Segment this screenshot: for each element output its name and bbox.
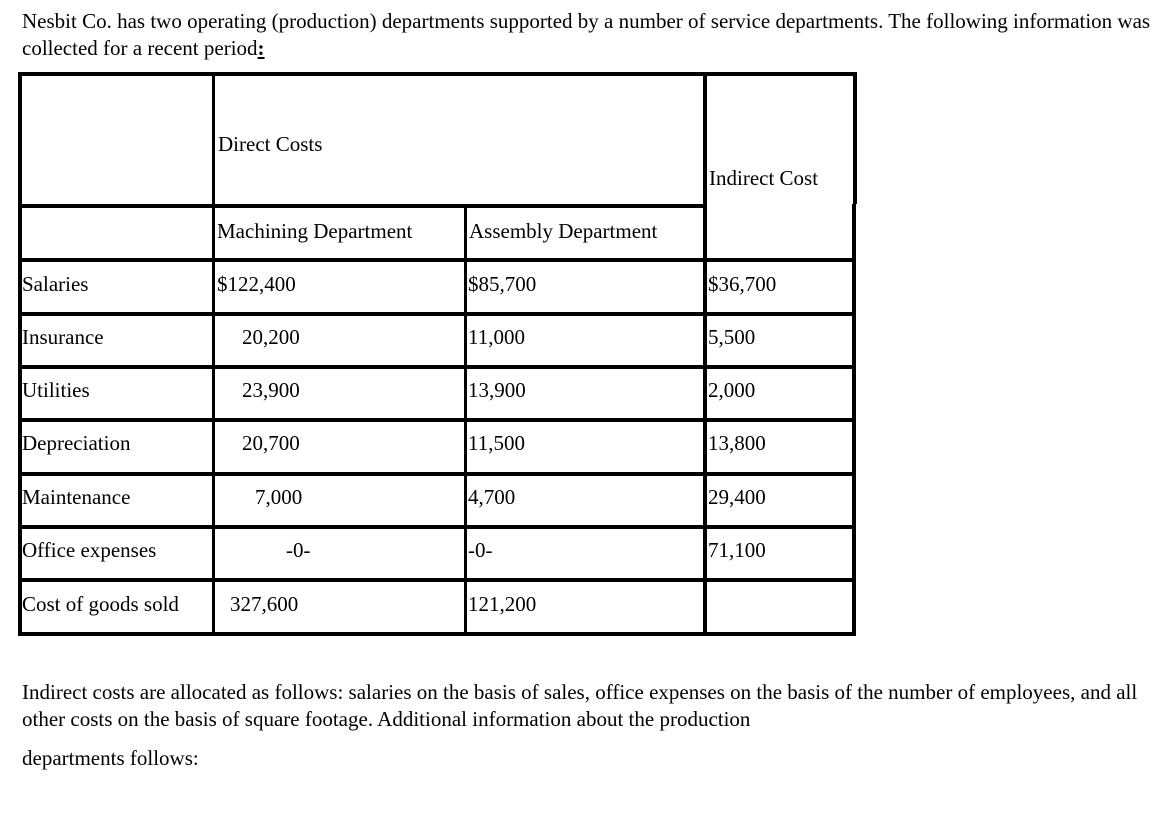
table-border-right [853, 72, 857, 204]
machining-office-expenses: -0- [286, 538, 311, 562]
allocation-text: Indirect costs are allocated as follows: salaries on the basis of sales, office expenses on the basis of the number of employees, and all other costs on the basis of square footage. Additional information about the production [22, 680, 1138, 731]
header-direct-costs: Direct Costs [218, 132, 323, 156]
table-divider-label [212, 72, 215, 636]
machining-insurance: 20,200 [242, 325, 300, 349]
cost-table [18, 72, 858, 636]
table-border-bottom [18, 632, 856, 636]
machining-cost-of-goods-sold: 327,600 [230, 592, 299, 616]
table-rule-subheader [18, 258, 856, 262]
row-label-utilities: Utilities [22, 378, 90, 402]
allocation-paragraph [22, 679, 1152, 772]
intro-colon: : [257, 36, 265, 60]
header-machining-department: Machining Department [217, 219, 413, 243]
assembly-cost-of-goods-sold: 121,200 [468, 592, 537, 616]
indirect-maintenance: 29,400 [708, 485, 766, 509]
table-rule-row5 [18, 525, 856, 529]
assembly-office-expenses: -0- [468, 538, 493, 562]
indirect-salaries: $36,700 [708, 272, 777, 296]
table-rule-header [18, 204, 707, 208]
assembly-utilities: 13,900 [468, 378, 526, 402]
assembly-salaries: $85,700 [468, 272, 537, 296]
indirect-insurance: 5,500 [708, 325, 756, 349]
machining-maintenance: 7,000 [255, 485, 303, 509]
intro-text: Nesbit Co. has two operating (production) departments supported by a number of service departments. The following information was collected for a recent period [22, 9, 1151, 60]
row-label-office-expenses: Office expenses [22, 538, 157, 562]
allocation-last-line: departments follows: [22, 746, 199, 770]
row-label-salaries: Salaries [22, 272, 89, 296]
indirect-depreciation: 13,800 [708, 431, 766, 455]
machining-depreciation: 20,700 [242, 431, 300, 455]
assembly-maintenance: 4,700 [468, 485, 516, 509]
table-rule-row3 [18, 418, 856, 422]
table-rule-row4 [18, 472, 856, 476]
row-label-cost-of-goods-sold: Cost of goods sold [22, 592, 179, 616]
header-indirect-cost: Indirect Cost [709, 166, 819, 190]
machining-salaries: $122,400 [217, 272, 296, 296]
assembly-depreciation: 11,500 [468, 431, 525, 455]
table-divider-machining [464, 208, 467, 636]
table-rule-row6 [18, 578, 856, 582]
table-rule-row1 [18, 312, 856, 316]
row-label-insurance: Insurance [22, 325, 104, 349]
indirect-office-expenses: 71,100 [708, 538, 766, 562]
row-label-maintenance: Maintenance [22, 485, 131, 509]
table-rule-row2 [18, 365, 856, 369]
machining-utilities: 23,900 [242, 378, 300, 402]
table-divider-assembly [703, 72, 707, 636]
indirect-utilities: 2,000 [708, 378, 756, 402]
header-assembly-department: Assembly Department [469, 219, 658, 243]
assembly-insurance: 11,000 [468, 325, 525, 349]
table-border-top [18, 72, 857, 76]
intro-paragraph [22, 8, 1152, 62]
row-label-depreciation: Depreciation [22, 431, 131, 455]
